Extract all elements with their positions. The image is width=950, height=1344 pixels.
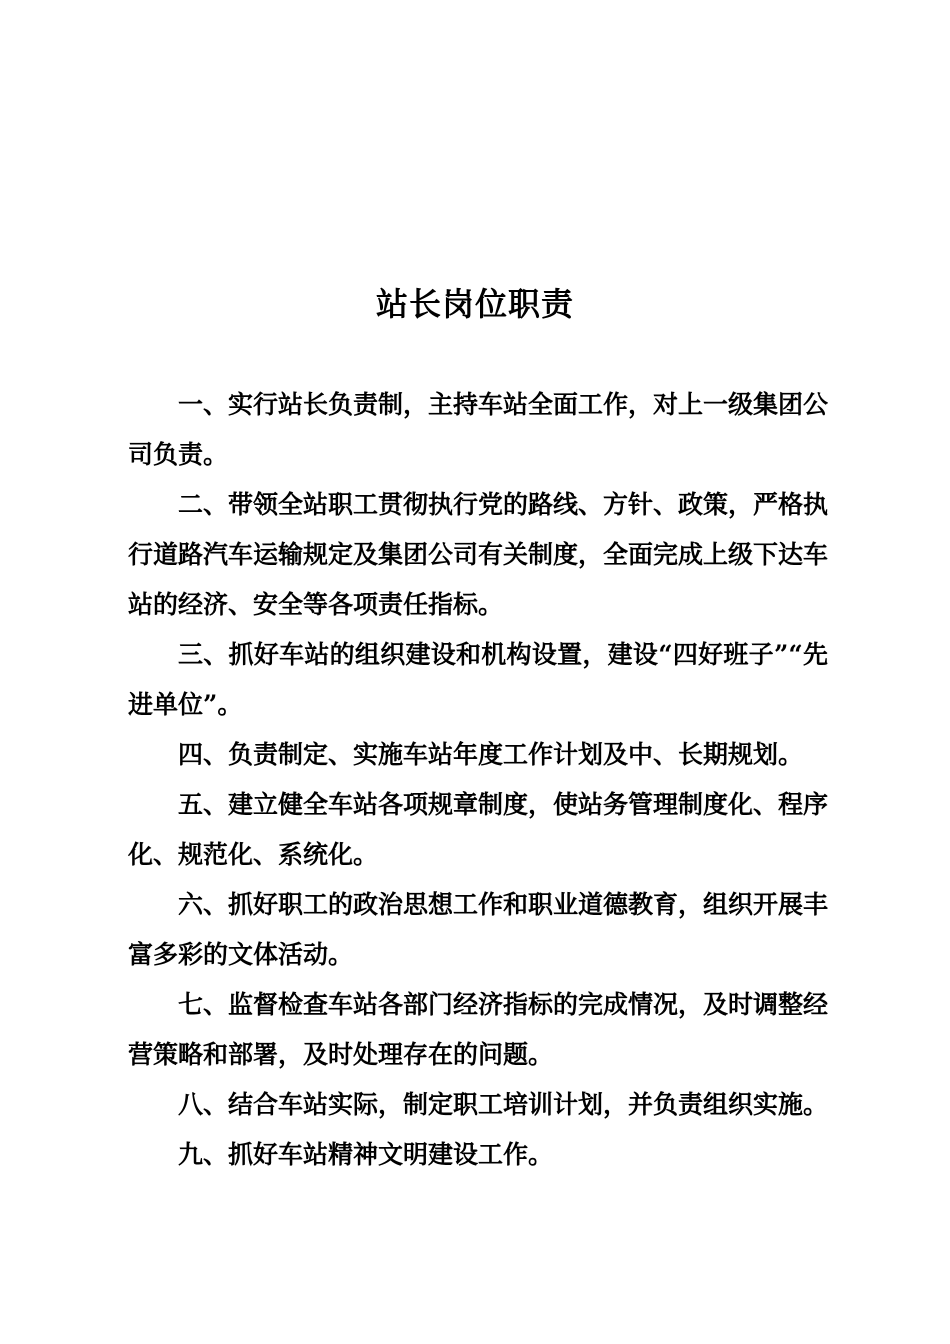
duty-paragraph-7: 七、监督检查车站各部门经济指标的完成情况，及时调整经营策略和部署，及时处理存在的问题。: [128, 990, 829, 1069]
duty-paragraph-5: 五、建立健全车站各项规章制度，使站务管理制度化、程序化、规范化、系统化。: [128, 790, 829, 869]
duty-paragraph-9: 九、抓好车站精神文明建设工作。: [178, 1140, 554, 1169]
duty-paragraph-8: 八、结合车站实际，制定职工培训计划，并负责组织实施。: [178, 1090, 829, 1119]
duty-paragraph-6: 六、抓好职工的政治思想工作和职业道德教育，组织开展丰富多彩的文体活动。: [128, 890, 829, 969]
duty-paragraph-3: 三、抓好车站的组织建设和机构设置，建设“四好班子”“先进单位”。: [128, 640, 828, 719]
document-title: 站长岗位职责: [375, 285, 574, 323]
document-body: [128, 380, 828, 1180]
duty-paragraph-2: 二、带领全站职工贯彻执行党的路线、方针、政策，严格执行道路汽车运输规定及集团公司有关制度，全面完成上级下达车站的经济、安全等各项责任指标。: [128, 490, 829, 619]
duty-paragraph-4: 四、负责制定、实施车站年度工作计划及中、长期规划。: [178, 740, 804, 769]
duty-paragraph-1: 一、实行站长负责制，主持车站全面工作，对上一级集团公司负责。: [128, 390, 829, 469]
